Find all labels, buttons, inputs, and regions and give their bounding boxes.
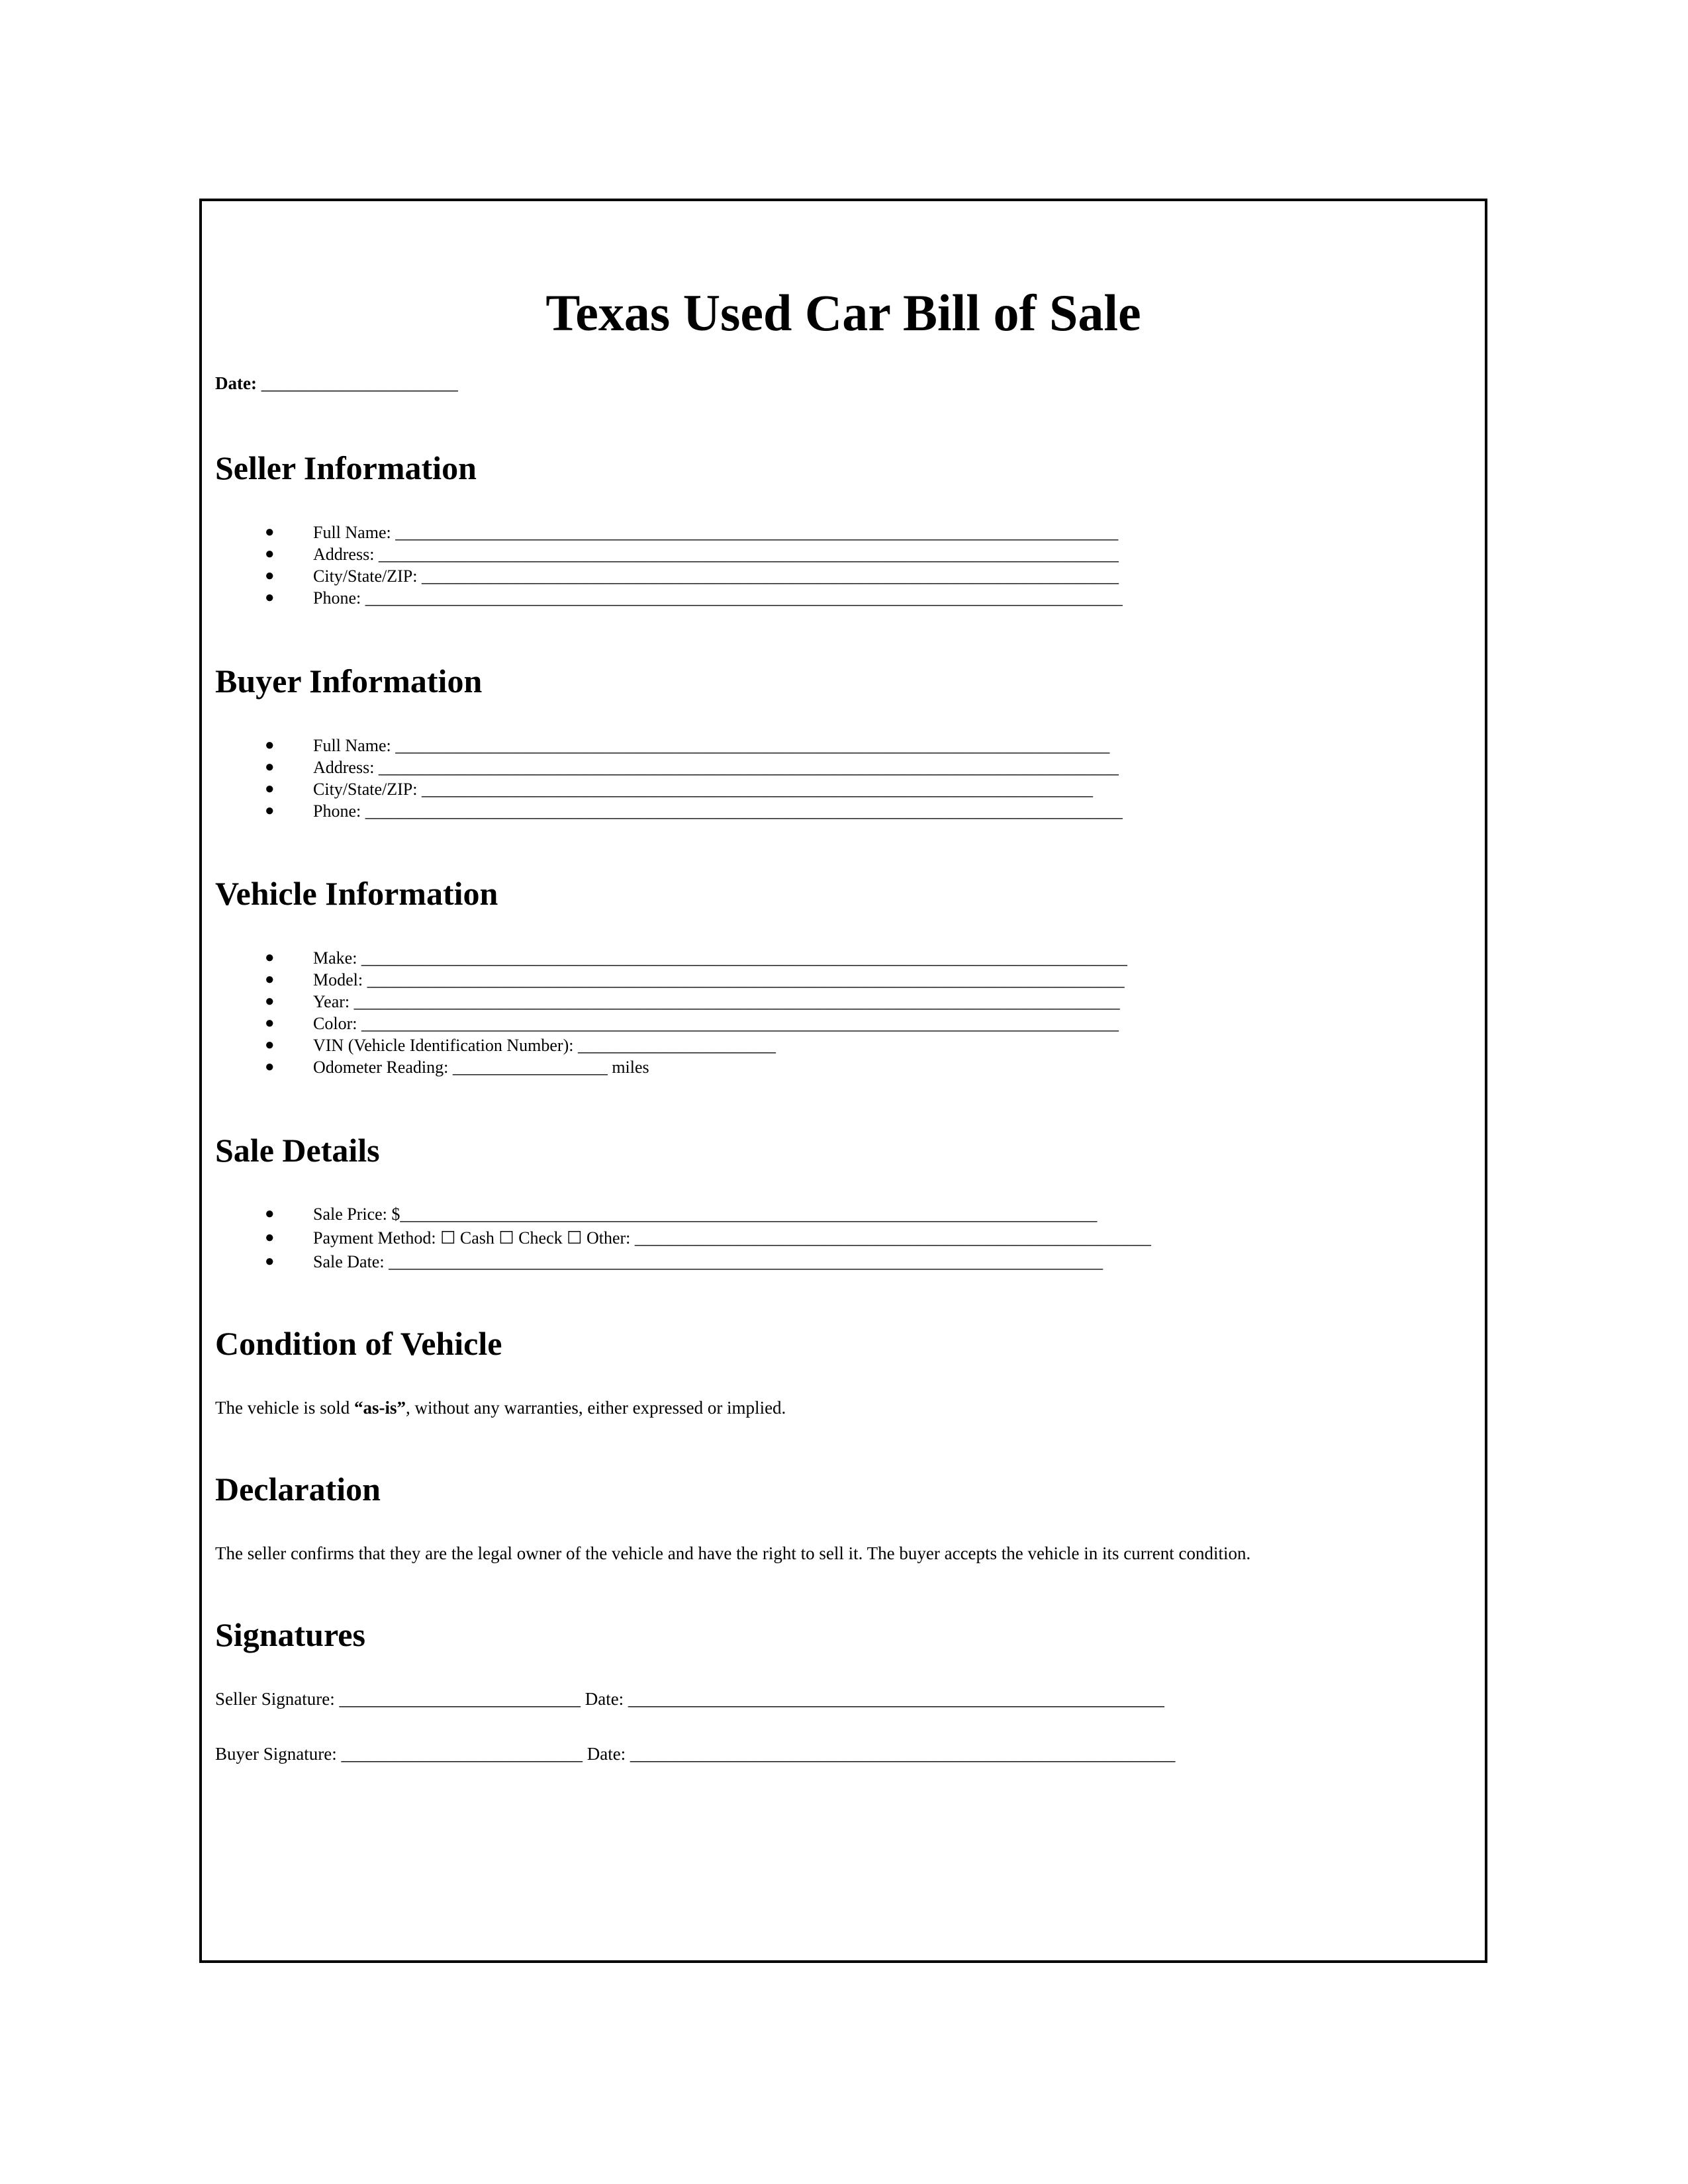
condition-text-after: , without any warranties, either expressed or implied. (405, 1398, 786, 1418)
bullet-icon: ● (265, 1036, 275, 1054)
date-field (215, 375, 458, 392)
seller-phone-field[interactable]: Phone: ________________________________________________________________________________________ (313, 588, 1123, 608)
buyer-phone-field[interactable]: Phone: ________________________________________________________________________________________ (313, 801, 1123, 821)
vehicle-vin-field[interactable]: VIN (Vehicle Identification Number): _______________________ (313, 1036, 776, 1055)
sale-price-field[interactable]: Sale Price: $_________________________________________________________________________________ (313, 1205, 1098, 1224)
bullet-icon: ● (265, 1205, 275, 1222)
declaration-heading: Declaration (215, 1471, 381, 1508)
signatures-heading: Signatures (215, 1616, 365, 1653)
bullet-icon: ● (265, 567, 275, 584)
condition-as-is: “as-is” (353, 1398, 406, 1418)
vehicle-heading: Vehicle Information (215, 875, 498, 912)
buyer-full-name-field[interactable]: Full Name: ___________________________________________________________________________________ (313, 736, 1110, 755)
vehicle-year-field[interactable]: Year: _________________________________________________________________________________________ (313, 992, 1120, 1011)
vehicle-odometer-field[interactable]: Odometer Reading: __________________ miles (313, 1058, 649, 1077)
buyer-city-state-zip-field[interactable]: City/State/ZIP: ______________________________________________________________________________ (313, 780, 1093, 799)
bullet-icon: ● (265, 780, 275, 797)
page-title: Texas Used Car Bill of Sale (545, 284, 1141, 341)
bullet-icon: ● (265, 949, 275, 966)
vehicle-model-field[interactable]: Model: ________________________________________________________________________________________ (313, 970, 1125, 989)
sale-heading: Sale Details (215, 1132, 380, 1169)
seller-heading: Seller Information (215, 449, 477, 486)
condition-heading: Condition of Vehicle (215, 1325, 502, 1362)
bullet-icon: ● (265, 1253, 275, 1270)
date-blank[interactable]: ______________________ (261, 373, 458, 393)
bullet-icon: ● (265, 758, 275, 776)
bullet-icon: ● (265, 971, 275, 988)
bullet-icon: ● (265, 1058, 275, 1075)
vehicle-color-field[interactable]: Color: ________________________________________________________________________________________ (313, 1014, 1119, 1033)
bullet-icon: ● (265, 737, 275, 754)
vehicle-make-field[interactable]: Make: _________________________________________________________________________________________ (313, 948, 1127, 968)
sale-date-field[interactable]: Sale Date: ___________________________________________________________________________________ (313, 1252, 1103, 1271)
buyer-signature-row[interactable]: Buyer Signature: ___________________________ Date: _____________________________________________________________ (215, 1744, 1176, 1764)
seller-full-name-field[interactable]: Full Name: ____________________________________________________________________________________ (313, 523, 1119, 542)
seller-city-state-zip-field[interactable]: City/State/ZIP: _________________________________________________________________________________ (313, 567, 1119, 586)
bullet-icon: ● (265, 1015, 275, 1032)
condition-text (215, 1399, 786, 1417)
condition-text-before: The vehicle is sold (215, 1398, 354, 1418)
buyer-heading: Buyer Information (215, 662, 483, 700)
bullet-icon: ● (265, 1229, 275, 1246)
bullet-icon: ● (265, 993, 275, 1010)
date-label: Date: (215, 373, 257, 393)
bullet-icon: ● (265, 802, 275, 819)
payment-method-field[interactable]: Payment Method: ☐ Cash ☐ Check ☐ Other: ____________________________________________________________ (313, 1228, 1151, 1248)
seller-signature-row[interactable]: Seller Signature: ___________________________ Date: ____________________________________________________________ (215, 1689, 1164, 1709)
buyer-address-field[interactable]: Address: ______________________________________________________________________________________ (313, 758, 1119, 777)
bullet-icon: ● (265, 589, 275, 606)
document-frame (199, 199, 1487, 1963)
bullet-icon: ● (265, 523, 275, 541)
declaration-text: The seller confirms that they are the legal owner of the vehicle and have the right to sell it. The buyer accepts the vehicle in its current condition. (215, 1543, 1251, 1563)
seller-address-field[interactable]: Address: ______________________________________________________________________________________ (313, 545, 1119, 564)
bullet-icon: ● (265, 545, 275, 563)
